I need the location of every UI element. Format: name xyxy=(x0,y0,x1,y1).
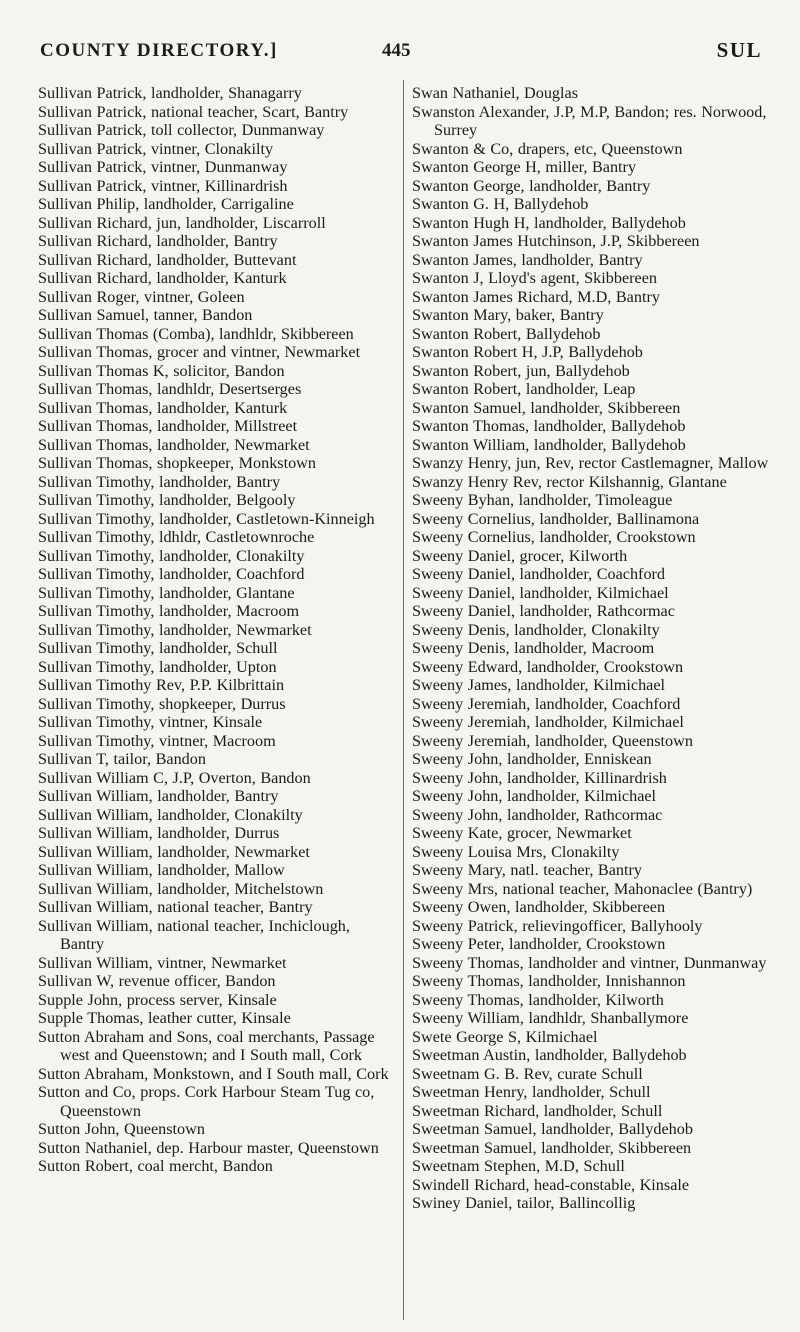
directory-entry: Swanton G. H, Ballydehob xyxy=(412,195,589,213)
directory-entry: Sullivan Richard, landholder, Bantry xyxy=(38,232,278,250)
directory-entry: Sullivan Richard, landholder, Kanturk xyxy=(38,269,287,287)
directory-entry: Sullivan William, vintner, Newmarket xyxy=(38,953,287,972)
directory-entry: Sweeny Louisa Mrs, Clonakilty xyxy=(412,842,620,861)
directory-entry: Sweetman Samuel, landholder, Ballydehob xyxy=(412,1120,693,1138)
directory-entry: Swanton Robert, landholder, Leap xyxy=(412,380,636,398)
directory-entry: Sweeny William, landhldr, Shanballymore xyxy=(412,1009,689,1027)
directory-entry: Sullivan Thomas, landholder, Newmarket xyxy=(38,435,310,454)
directory-entry: Sweeny Daniel, landholder, Coachford xyxy=(412,565,666,583)
directory-entry: Sullivan Timothy Rev, P.P. Kilbrittain xyxy=(38,676,285,694)
directory-entry: Sullivan Timothy, vintner, Macroom xyxy=(38,731,276,750)
directory-entry: Sweeny Denis, landholder, Macroom xyxy=(412,639,655,657)
directory-entry: Sullivan Patrick, vintner, Dunmanway xyxy=(38,158,288,176)
page-header xyxy=(0,0,800,80)
directory-entry: Sutton John, Queenstown xyxy=(38,1120,205,1138)
directory-entry: Sweetnam Stephen, M.D, Schull xyxy=(412,1157,625,1175)
directory-entry: Sweeny Patrick, relievingofficer, Ballyhooly xyxy=(412,916,703,935)
directory-entry: Swanton Robert H, J.P, Ballydehob xyxy=(412,343,643,361)
directory-entry: Sweetman Henry, landholder, Schull xyxy=(412,1083,651,1101)
left-column xyxy=(38,84,393,1176)
directory-entry: Swanton George H, miller, Bantry xyxy=(412,158,637,176)
directory-entry: Swanzy Henry, jun, Rev, rector Castlemagner, Mallow xyxy=(412,454,769,472)
directory-entry: Sweeny Jeremiah, landholder, Queenstown xyxy=(412,731,693,750)
directory-entry: Sweeny Thomas, landholder and vintner, Dunmanway xyxy=(412,953,767,972)
directory-entry: Sullivan Patrick, toll collector, Dunmanway xyxy=(38,121,325,139)
directory-entry: Sweeny Jeremiah, landholder, Coachford xyxy=(412,694,681,713)
directory-entry: Sweeny John, landholder, Rathcormac xyxy=(412,805,663,824)
running-head-right: SUL xyxy=(716,38,762,62)
directory-entry: Swanton Robert, jun, Ballydehob xyxy=(412,361,630,380)
directory-entry: Sullivan Patrick, landholder, Shanagarry xyxy=(38,84,302,102)
directory-entry: Supple John, process server, Kinsale xyxy=(38,990,277,1009)
directory-entry: Sweeny Denis, landholder, Clonakilty xyxy=(412,620,660,639)
directory-entry: Sweeny John, landholder, Kilmichael xyxy=(412,787,657,805)
directory-entry: Sullivan Thomas, shopkeeper, Monkstown xyxy=(38,454,316,472)
directory-entry: Sullivan Thomas K, solicitor, Bandon xyxy=(38,361,285,380)
directory-entry: Sweeny Cornelius, landholder, Ballinamona xyxy=(412,509,700,528)
directory-entry: Sullivan William, landholder, Bantry xyxy=(38,787,279,805)
directory-entry: Swanton Robert, Ballydehob xyxy=(412,324,601,343)
directory-entry: Sullivan Patrick, vintner, Clonakilty xyxy=(38,139,274,158)
directory-entry: Sullivan Timothy, ldhldr, Castletownroche xyxy=(38,528,315,546)
directory-entry: Swanston Alexander, J.P, M.P, Bandon; res. Norwood, Surrey xyxy=(412,102,767,139)
directory-entry: Sullivan Timothy, landholder, Macroom xyxy=(38,602,300,620)
directory-entry: Sweeny Daniel, grocer, Kilworth xyxy=(412,546,628,565)
directory-entry: Sweeny Byhan, landholder, Timoleague xyxy=(412,491,673,509)
directory-entry: Sullivan William, landholder, Durrus xyxy=(38,824,280,842)
directory-entry: Sullivan Timothy, landholder, Coachford xyxy=(38,565,305,583)
directory-entry: Sullivan W, revenue officer, Bandon xyxy=(38,972,276,990)
directory-entry: Sutton Nathaniel, dep. Harbour master, Queenstown xyxy=(38,1138,379,1157)
directory-entry: Sweeny John, landholder, Killinardrish xyxy=(412,768,667,787)
directory-entry: Sweeny Daniel, landholder, Rathcormac xyxy=(412,602,675,620)
directory-entry: Sullivan William, landholder, Newmarket xyxy=(38,842,310,861)
directory-entry: Sweeny Peter, landholder, Crookstown xyxy=(412,935,666,953)
directory-entry: Sweeny Daniel, landholder, Kilmichael xyxy=(412,583,669,602)
directory-entry: Sullivan Thomas, landholder, Kanturk xyxy=(38,398,288,417)
directory-entry: Sullivan Philip, landholder, Carrigaline xyxy=(38,195,294,213)
directory-entry: Swanton Mary, baker, Bantry xyxy=(412,306,604,324)
directory-entry: Sullivan William, landholder, Mallow xyxy=(38,861,285,879)
directory-entry: Sutton and Co, props. Cork Harbour Steam Tug co, Queenstown xyxy=(38,1083,375,1120)
directory-entry: Swanton & Co, drapers, etc, Queenstown xyxy=(412,139,683,158)
directory-entry: Sullivan Timothy, landholder, Schull xyxy=(38,639,278,657)
directory-entry: Swanton Thomas, landholder, Ballydehob xyxy=(412,417,686,435)
directory-entry: Swanton Hugh H, landholder, Ballydehob xyxy=(412,213,686,232)
directory-entry: Swanton James, landholder, Bantry xyxy=(412,250,643,269)
directory-entry: Sullivan T, tailor, Bandon xyxy=(38,750,206,768)
directory-entry: Swanton J, Lloyd's agent, Skibbereen xyxy=(412,269,657,287)
directory-entry: Sullivan Timothy, landholder, Glantane xyxy=(38,583,295,602)
directory-entry: Sullivan Samuel, tanner, Bandon xyxy=(38,306,253,324)
directory-entry: Sweeny Mrs, national teacher, Mahonaclee (Bantry) xyxy=(412,879,753,898)
directory-entry: Sullivan Timothy, landholder, Clonakilty xyxy=(38,546,305,565)
directory-entry: Sullivan Thomas, landhldr, Desertserges xyxy=(38,380,302,398)
directory-entry: Sullivan Thomas, landholder, Millstreet xyxy=(38,417,298,435)
directory-entry: Sullivan William, landholder, Clonakilty xyxy=(38,805,303,824)
directory-entry: Sutton Abraham and Sons, coal merchants, Passage west and Queenstown; and I South mall, Cork xyxy=(38,1027,375,1064)
directory-entry: Sweeny Mary, natl. teacher, Bantry xyxy=(412,861,642,879)
page-number: 445 xyxy=(382,40,411,61)
directory-entry: Sweeny Thomas, landholder, Kilworth xyxy=(412,990,664,1009)
directory-entry: Sweetman Richard, landholder, Schull xyxy=(412,1101,663,1120)
directory-entry: Sweeny Jeremiah, landholder, Kilmichael xyxy=(412,713,684,731)
directory-entry: Supple Thomas, leather cutter, Kinsale xyxy=(38,1009,291,1027)
directory-entry: Sweeny Thomas, landholder, Innishannon xyxy=(412,972,686,990)
directory-entry: Swanton George, landholder, Bantry xyxy=(412,176,651,195)
directory-entry: Sweetman Austin, landholder, Ballydehob xyxy=(412,1046,687,1064)
directory-entry: Sweetman Samuel, landholder, Skibbereen xyxy=(412,1138,692,1157)
directory-entry: Swanton Samuel, landholder, Skibbereen xyxy=(412,398,681,417)
directory-entry: Sutton Abraham, Monkstown, and I South mall, Cork xyxy=(38,1064,389,1083)
directory-entry: Swan Nathaniel, Douglas xyxy=(412,84,578,102)
directory-entry: Sweeny Owen, landholder, Skibbereen xyxy=(412,898,666,916)
directory-entry: Swindell Richard, head-constable, Kinsale xyxy=(412,1175,690,1194)
directory-entry: Sullivan Roger, vintner, Goleen xyxy=(38,287,245,306)
directory-entry: Sullivan William, national teacher, Inchiclough, Bantry xyxy=(38,916,350,953)
directory-entry: Sweeny John, landholder, Enniskean xyxy=(412,750,652,768)
directory-entry: Sullivan Timothy, landholder, Belgooly xyxy=(38,491,296,509)
directory-entry: Sullivan Thomas (Comba), landhldr, Skibbereen xyxy=(38,324,354,343)
directory-entry: Sweetnam G. B. Rev, curate Schull xyxy=(412,1064,643,1083)
directory-entry: Sullivan Timothy, shopkeeper, Durrus xyxy=(38,694,286,713)
running-head-left: COUNTY DIRECTORY.] xyxy=(40,40,278,61)
directory-entry: Swanton James Hutchinson, J.P, Skibbereen xyxy=(412,232,700,250)
directory-entry: Swanton William, landholder, Ballydehob xyxy=(412,435,686,454)
directory-entry: Sweeny Edward, landholder, Crookstown xyxy=(412,657,684,676)
directory-entry: Sullivan Richard, jun, landholder, Liscarroll xyxy=(38,213,326,232)
directory-entry: Sullivan William, national teacher, Bantry xyxy=(38,898,313,916)
directory-entry: Sullivan Patrick, vintner, Killinardrish xyxy=(38,176,288,195)
column-divider xyxy=(403,80,404,1320)
directory-entry: Swanton James Richard, M.D, Bantry xyxy=(412,287,660,306)
directory-entry: Swanzy Henry Rev, rector Kilshannig, Glantane xyxy=(412,472,727,491)
directory-entry: Sullivan Timothy, vintner, Kinsale xyxy=(38,713,263,731)
directory-entry: Sullivan Richard, landholder, Buttevant xyxy=(38,250,297,269)
directory-entry: Sweeny Kate, grocer, Newmarket xyxy=(412,824,632,842)
directory-entry: Swiney Daniel, tailor, Ballincollig xyxy=(412,1194,636,1212)
directory-entry: Sullivan Patrick, national teacher, Scart, Bantry xyxy=(38,102,349,121)
right-column xyxy=(412,84,770,1213)
directory-entry: Sweeny Cornelius, landholder, Crookstown xyxy=(412,528,696,546)
directory-entry: Sweeny James, landholder, Kilmichael xyxy=(412,676,666,694)
directory-entry: Sullivan Timothy, landholder, Castletown-Kinneigh xyxy=(38,509,375,528)
directory-entry: Sullivan Timothy, landholder, Newmarket xyxy=(38,620,312,639)
directory-entry: Sullivan Thomas, grocer and vintner, Newmarket xyxy=(38,343,361,361)
directory-entry: Swete George S, Kilmichael xyxy=(412,1027,598,1046)
directory-entry: Sutton Robert, coal mercht, Bandon xyxy=(38,1157,273,1175)
directory-entry: Sullivan William, landholder, Mitchelstown xyxy=(38,879,324,898)
directory-entry: Sullivan William C, J.P, Overton, Bandon xyxy=(38,768,311,787)
directory-entry: Sullivan Timothy, landholder, Bantry xyxy=(38,472,281,491)
directory-entry: Sullivan Timothy, landholder, Upton xyxy=(38,657,277,676)
